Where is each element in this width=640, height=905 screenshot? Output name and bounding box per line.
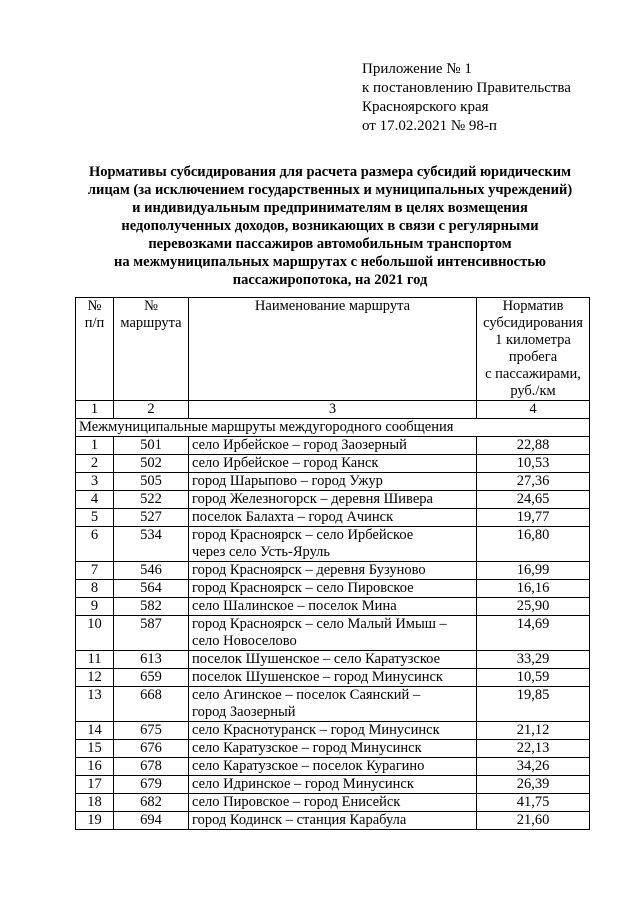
row-number-cell: 7 bbox=[76, 562, 114, 580]
table-row bbox=[76, 491, 590, 509]
route-name-cell bbox=[189, 509, 477, 527]
row-number-cell: 1 bbox=[76, 437, 114, 455]
row-number-cell: 6 bbox=[76, 527, 114, 562]
route-name-cell bbox=[189, 722, 477, 740]
table-header-row bbox=[76, 298, 590, 401]
subsidy-rate-cell: 10,53 bbox=[477, 455, 590, 473]
subsidy-rate-cell: 16,80 bbox=[477, 527, 590, 562]
document-title bbox=[60, 163, 600, 289]
row-number-cell: 10 bbox=[76, 616, 114, 651]
route-name-line: город Шарыпово – город Ужур bbox=[192, 473, 383, 489]
table-row bbox=[76, 740, 590, 758]
subsidy-rate-cell: 26,39 bbox=[477, 776, 590, 794]
appendix-line: Приложение № 1 bbox=[362, 61, 472, 77]
table-row bbox=[76, 455, 590, 473]
row-number-cell: 8 bbox=[76, 580, 114, 598]
route-name-cell bbox=[189, 437, 477, 455]
subsidy-rate-cell: 27,36 bbox=[477, 473, 590, 491]
route-name-line: село Каратузское – поселок Курагино bbox=[192, 758, 425, 774]
route-name-cell bbox=[189, 651, 477, 669]
subsidy-rate-cell: 14,69 bbox=[477, 616, 590, 651]
title-line: недополученных доходов, возникающих в связи с регулярными bbox=[121, 218, 539, 234]
row-number-cell: 3 bbox=[76, 473, 114, 491]
title-line: пассажиропотока, на 2021 год bbox=[232, 272, 428, 288]
header-route-name bbox=[189, 298, 477, 401]
header-text: № bbox=[87, 298, 102, 314]
route-name-line: село Ирбейское – город Заозерный bbox=[192, 437, 407, 453]
header-text: с пассажирами, bbox=[485, 366, 581, 382]
row-number-cell: 9 bbox=[76, 598, 114, 616]
title-line: на межмуниципальных маршрутах с небольшой интенсивностью bbox=[114, 254, 546, 270]
row-number-cell: 4 bbox=[76, 491, 114, 509]
route-name-line: село Агинское – поселок Саянский – bbox=[192, 687, 421, 703]
appendix-line: от 17.02.2021 № 98-п bbox=[362, 118, 497, 134]
route-name-cell bbox=[189, 473, 477, 491]
route-number-cell: 675 bbox=[114, 722, 189, 740]
column-number: 2 bbox=[114, 401, 189, 419]
route-name-cell bbox=[189, 455, 477, 473]
subsidy-rate-cell: 16,99 bbox=[477, 562, 590, 580]
route-name-cell bbox=[189, 491, 477, 509]
subsidy-rate-cell: 34,26 bbox=[477, 758, 590, 776]
route-number-cell: 534 bbox=[114, 527, 189, 562]
column-number: 4 bbox=[477, 401, 590, 419]
header-route-number bbox=[114, 298, 189, 401]
appendix-line: Красноярского края bbox=[362, 99, 489, 115]
table-row bbox=[76, 509, 590, 527]
appendix-line: к постановлению Правительства bbox=[362, 80, 571, 96]
route-name-cell bbox=[189, 687, 477, 722]
row-number-cell: 16 bbox=[76, 758, 114, 776]
table-row bbox=[76, 722, 590, 740]
row-number-cell: 13 bbox=[76, 687, 114, 722]
route-number-cell: 668 bbox=[114, 687, 189, 722]
subsidy-rate-cell: 41,75 bbox=[477, 794, 590, 812]
route-number-cell: 682 bbox=[114, 794, 189, 812]
route-name-line: через село Усть-Яруль bbox=[192, 544, 331, 560]
route-name-line: село Новоселово bbox=[192, 633, 297, 649]
section-row bbox=[76, 419, 590, 437]
route-name-cell bbox=[189, 669, 477, 687]
subsidy-rate-cell: 19,77 bbox=[477, 509, 590, 527]
route-number-cell: 527 bbox=[114, 509, 189, 527]
table-row bbox=[76, 598, 590, 616]
table-row bbox=[76, 687, 590, 722]
subsidy-rate-cell: 24,65 bbox=[477, 491, 590, 509]
route-number-cell: 502 bbox=[114, 455, 189, 473]
route-number-cell: 659 bbox=[114, 669, 189, 687]
header-text: № bbox=[144, 298, 158, 314]
subsidy-rate-cell: 22,88 bbox=[477, 437, 590, 455]
header-subsidy-rate bbox=[477, 298, 590, 401]
subsidy-rate-cell: 22,13 bbox=[477, 740, 590, 758]
header-text: Наименование маршрута bbox=[254, 298, 411, 314]
subsidy-rate-cell: 25,90 bbox=[477, 598, 590, 616]
route-number-cell: 546 bbox=[114, 562, 189, 580]
route-name-cell bbox=[189, 527, 477, 562]
header-text: Норматив bbox=[502, 298, 564, 314]
subsidy-rate-cell: 19,85 bbox=[477, 687, 590, 722]
table-row bbox=[76, 527, 590, 562]
header-text: п/п bbox=[84, 315, 105, 331]
row-number-cell: 19 bbox=[76, 812, 114, 830]
table-row bbox=[76, 758, 590, 776]
route-name-cell bbox=[189, 598, 477, 616]
row-number-cell: 11 bbox=[76, 651, 114, 669]
route-name-line: село Шалинское – поселок Мина bbox=[192, 598, 397, 614]
table-row bbox=[76, 616, 590, 651]
header-text: 1 километра bbox=[495, 332, 571, 348]
table-row bbox=[76, 669, 590, 687]
row-number-cell: 15 bbox=[76, 740, 114, 758]
route-name-cell bbox=[189, 776, 477, 794]
route-name-cell bbox=[189, 580, 477, 598]
route-number-cell: 678 bbox=[114, 758, 189, 776]
column-number: 1 bbox=[76, 401, 114, 419]
route-name-cell bbox=[189, 758, 477, 776]
header-text: субсидирования bbox=[483, 315, 583, 331]
route-number-cell: 564 bbox=[114, 580, 189, 598]
route-name-cell bbox=[189, 812, 477, 830]
route-name-line: город Кодинск – станция Карабула bbox=[192, 812, 407, 828]
header-row-number bbox=[76, 298, 114, 401]
route-name-line: город Заозерный bbox=[192, 704, 296, 720]
subsidy-rate-cell: 21,60 bbox=[477, 812, 590, 830]
route-name-line: село Идринское – город Минусинск bbox=[192, 776, 414, 792]
appendix-block bbox=[362, 60, 622, 136]
route-number-cell: 522 bbox=[114, 491, 189, 509]
route-number-cell: 679 bbox=[114, 776, 189, 794]
subsidy-rate-cell: 33,29 bbox=[477, 651, 590, 669]
row-number-cell: 2 bbox=[76, 455, 114, 473]
route-name-line: поселок Балахта – город Ачинск bbox=[192, 509, 394, 525]
table-row bbox=[76, 473, 590, 491]
route-name-cell bbox=[189, 616, 477, 651]
route-name-cell bbox=[189, 740, 477, 758]
subsidy-rate-cell: 10,59 bbox=[477, 669, 590, 687]
header-text: руб./км bbox=[510, 383, 556, 399]
table-row bbox=[76, 437, 590, 455]
route-number-cell: 501 bbox=[114, 437, 189, 455]
route-number-cell: 694 bbox=[114, 812, 189, 830]
route-name-line: город Красноярск – деревня Бузуново bbox=[192, 562, 426, 578]
row-number-cell: 14 bbox=[76, 722, 114, 740]
route-number-cell: 582 bbox=[114, 598, 189, 616]
table-row bbox=[76, 776, 590, 794]
route-number-cell: 613 bbox=[114, 651, 189, 669]
route-name-line: село Пировское – город Енисейск bbox=[192, 794, 401, 810]
route-name-cell bbox=[189, 562, 477, 580]
table-row bbox=[76, 794, 590, 812]
table-body bbox=[76, 401, 590, 830]
table-row bbox=[76, 580, 590, 598]
route-number-cell: 587 bbox=[114, 616, 189, 651]
route-name-line: село Ирбейское – город Канск bbox=[192, 455, 379, 471]
subsidy-rate-cell: 16,16 bbox=[477, 580, 590, 598]
row-number-cell: 12 bbox=[76, 669, 114, 687]
subsidy-rate-cell: 21,12 bbox=[477, 722, 590, 740]
column-number-row bbox=[76, 401, 590, 419]
route-number-cell: 505 bbox=[114, 473, 189, 491]
routes-table bbox=[75, 297, 590, 830]
route-name-line: поселок Шушенское – село Каратузское bbox=[192, 651, 441, 667]
table-row bbox=[76, 562, 590, 580]
route-name-cell bbox=[189, 794, 477, 812]
row-number-cell: 5 bbox=[76, 509, 114, 527]
title-line: Нормативы субсидирования для расчета размера субсидий юридическим bbox=[89, 164, 571, 180]
route-number-cell: 676 bbox=[114, 740, 189, 758]
title-line: перевозками пассажиров автомобильным транспортом bbox=[148, 236, 512, 252]
route-name-line: поселок Шушенское – город Минусинск bbox=[192, 669, 443, 685]
section-title: Межмуниципальные маршруты междугородного сообщения bbox=[76, 419, 590, 437]
title-line: лицам (за исключением государственных и муниципальных учреждений) bbox=[87, 182, 573, 198]
table-row bbox=[76, 812, 590, 830]
header-text: маршрута bbox=[120, 315, 182, 331]
route-name-line: село Краснотуранск – город Минусинск bbox=[192, 722, 440, 738]
title-line: и индивидуальным предпринимателям в целях возмещения bbox=[132, 200, 528, 216]
row-number-cell: 17 bbox=[76, 776, 114, 794]
column-number: 3 bbox=[189, 401, 477, 419]
route-name-line: город Красноярск – село Ирбейское bbox=[192, 527, 414, 543]
route-name-line: город Железногорск – деревня Шивера bbox=[192, 491, 433, 507]
table-row bbox=[76, 651, 590, 669]
row-number-cell: 18 bbox=[76, 794, 114, 812]
header-text: пробега bbox=[508, 349, 558, 365]
route-name-line: город Красноярск – село Малый Имыш – bbox=[192, 616, 447, 632]
route-name-line: село Каратузское – город Минусинск bbox=[192, 740, 422, 756]
route-name-line: город Красноярск – село Пировское bbox=[192, 580, 414, 596]
